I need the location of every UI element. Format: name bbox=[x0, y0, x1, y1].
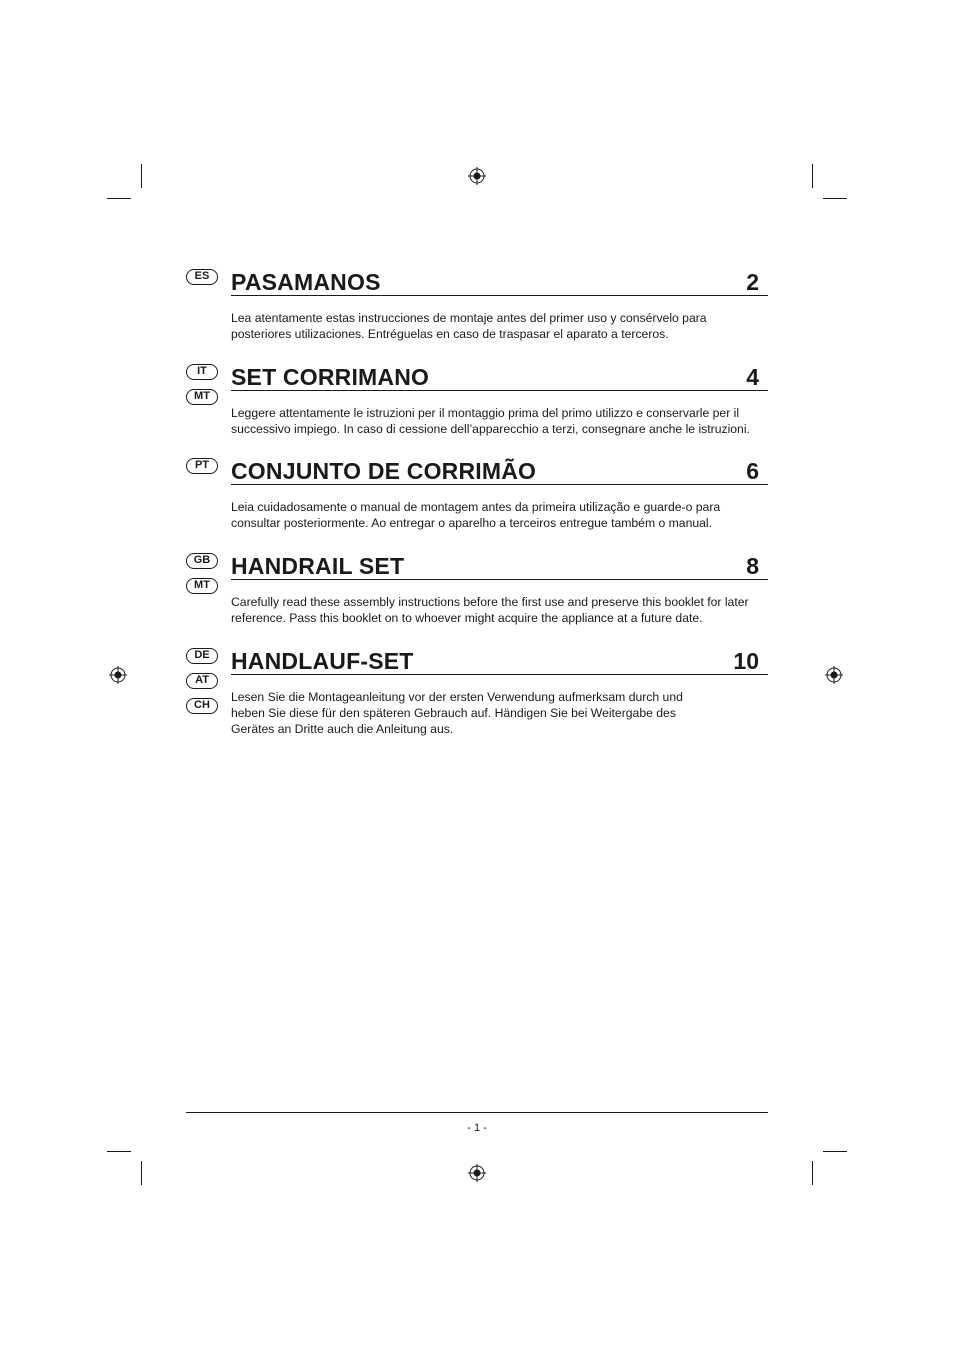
crop-mark-top-right-horizontal bbox=[823, 198, 847, 199]
language-badge: ES bbox=[186, 269, 218, 285]
description-line: Lesen Sie die Montageanleitung vor der ersten Verwendung aufmerksam durch und bbox=[231, 690, 683, 704]
section-description bbox=[231, 689, 768, 737]
language-badge: DE bbox=[186, 648, 218, 664]
registration-mark-icon bbox=[468, 167, 486, 185]
toc-section-pt bbox=[186, 458, 768, 538]
toc-section-es bbox=[186, 269, 768, 349]
language-badge: CH bbox=[186, 698, 218, 714]
registration-mark-icon bbox=[468, 1164, 486, 1182]
language-badge: AT bbox=[186, 673, 218, 689]
language-badge: MT bbox=[186, 578, 218, 594]
section-title: HANDLAUF-SET bbox=[231, 648, 414, 674]
section-description: Leia cuidadosamente o manual de montagem antes da primeira utilização e guarde-o para consultar posteriormente. Ao entregar o aparelho a terceiros entregue também o manual. bbox=[231, 500, 721, 530]
language-badges bbox=[186, 648, 222, 723]
language-badge: GB bbox=[186, 553, 218, 569]
section-title: PASAMANOS bbox=[231, 269, 381, 295]
toc-entry[interactable] bbox=[231, 648, 768, 675]
toc-section-it bbox=[186, 364, 768, 444]
registration-mark-icon bbox=[109, 666, 127, 684]
language-badges bbox=[186, 553, 222, 603]
section-description: Lea atentamente estas instrucciones de montaje antes del primer uso y consérvelo para posteriores utilizaciones. Entréguelas en caso de traspasar el aparato a terceros. bbox=[231, 311, 707, 341]
toc-section-gb bbox=[186, 553, 768, 633]
description-line: Gerätes an Dritte auch die Anleitung aus. bbox=[231, 722, 454, 736]
language-badge: PT bbox=[186, 458, 218, 474]
toc-entry[interactable] bbox=[231, 269, 768, 296]
description-line: heben Sie diese für den späteren Gebrauch auf. Händigen Sie bei Weitergabe des bbox=[231, 706, 676, 720]
registration-mark-icon bbox=[825, 666, 843, 684]
page-number: 4 bbox=[746, 364, 759, 390]
toc-entry[interactable] bbox=[231, 458, 768, 485]
section-title: SET CORRIMANO bbox=[231, 364, 430, 390]
language-badge: MT bbox=[186, 389, 218, 405]
language-badges bbox=[186, 458, 222, 483]
crop-mark-bottom-left-horizontal bbox=[107, 1151, 131, 1152]
language-badges bbox=[186, 364, 222, 414]
language-badges bbox=[186, 269, 222, 294]
crop-mark-bottom-left-vertical bbox=[141, 1161, 142, 1185]
page-number: 10 bbox=[733, 648, 759, 674]
crop-mark-top-left-horizontal bbox=[107, 198, 131, 199]
section-description: Carefully read these assembly instructions before the first use and preserve this booklet for later reference. Pass this booklet on to whoever might acquire the appliance at a future date. bbox=[231, 595, 749, 625]
footer-rule bbox=[186, 1112, 768, 1113]
page-number: 2 bbox=[746, 269, 759, 295]
toc-section-de bbox=[186, 648, 768, 748]
language-badge: IT bbox=[186, 364, 218, 380]
crop-mark-top-left-vertical bbox=[141, 164, 142, 188]
section-title: CONJUNTO DE CORRIMÃO bbox=[231, 458, 537, 484]
toc-entry[interactable] bbox=[231, 364, 768, 391]
crop-mark-bottom-right-vertical bbox=[812, 1161, 813, 1185]
toc-entry[interactable] bbox=[231, 553, 768, 580]
page-number: 8 bbox=[746, 553, 759, 579]
footer-page-number: - 1 - bbox=[467, 1122, 487, 1134]
crop-mark-bottom-right-horizontal bbox=[823, 1151, 847, 1152]
section-title: HANDRAIL SET bbox=[231, 553, 405, 579]
page-number: 6 bbox=[746, 458, 759, 484]
section-description: Leggere attentamente le istruzioni per il montaggio prima del primo utilizzo e conservarle per il successivo impiego. In caso di cessione dell’apparecchio a terzi, consegnare anche le istruzioni. bbox=[231, 406, 750, 436]
crop-mark-top-right-vertical bbox=[812, 164, 813, 188]
